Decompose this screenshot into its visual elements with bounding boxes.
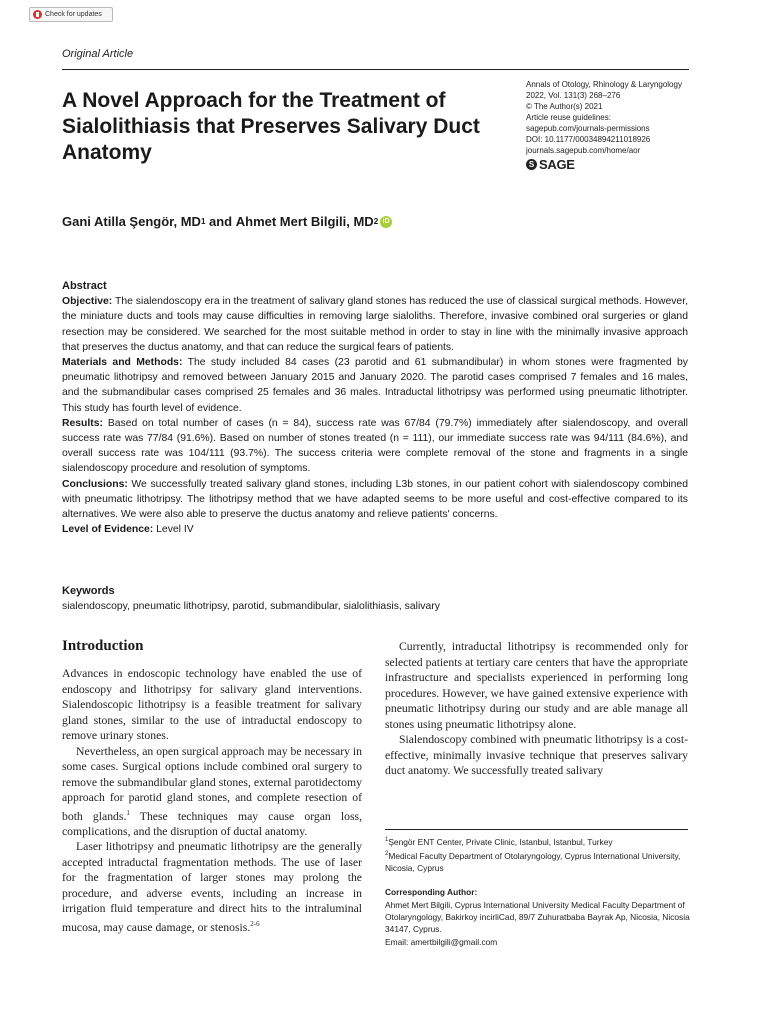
copyright: © The Author(s) 2021 [526, 102, 603, 111]
author-1: Gani Atilla Şengör, MD [62, 214, 201, 229]
right-column [385, 639, 688, 779]
intro-paragraph-3 [62, 839, 362, 935]
publisher-name: SAGE [539, 157, 575, 172]
author-line [62, 214, 392, 229]
doi-link[interactable]: DOI: 10.1177/00034894211018926 [526, 135, 651, 144]
intro-paragraph-4: Currently, intraductal lithotripsy is recommended only for selected patients at tertiary care centers that have the appropriate infrastructure and specialists experienced in performing long procedures. However, we have gained extensive experience with pneumatic lithotripsy during our study and are able manage all stones using pneumatic lithotripsy alone. [385, 640, 688, 731]
abstract-conclusions [62, 477, 688, 523]
check-for-updates-label: Check for updates [45, 11, 102, 18]
p2-end-text: These techniques may cause organ loss, complications, and the disruption of ductal anatomy. [62, 809, 363, 838]
reuse-label: Article reuse guidelines: [526, 113, 611, 122]
abstract-level-of-evidence [62, 522, 688, 537]
affiliation-1 [385, 834, 690, 848]
loe-text: Level IV [153, 524, 194, 536]
intro-paragraph-2 [62, 744, 362, 840]
conclusions-label: Conclusions: [62, 478, 128, 490]
update-icon [33, 10, 42, 19]
introduction-heading: Introduction [62, 638, 144, 654]
objective-text: The sialendoscopy era in the treatment of salivary gland stones has reduced the use of classical surgical methods. However, the miniature ducts and tools may cause difficulties in removing large sialoliths. Therefore, invasive combined oral surgeries or gland resection may be considered. We searched for the most suitable method in order to stay in line with the minimally invasive approach that preserves the ductus anatomy, and that can reduce the surgical fears of patients. [62, 296, 688, 353]
keywords [62, 584, 688, 614]
author-1-affiliation: 1 [200, 217, 206, 226]
header-rule [62, 69, 689, 70]
orcid-icon[interactable]: iD [380, 216, 392, 228]
abstract-methods [62, 355, 688, 416]
loe-label: Level of Evidence: [62, 524, 154, 536]
reuse-link[interactable]: sagepub.com/journals-permissions [526, 124, 650, 133]
affiliation-2-marker: 2 [385, 851, 389, 858]
citation-ref[interactable]: 2-6 [250, 919, 260, 928]
sage-logo-icon: S [526, 159, 537, 170]
abstract-results [62, 416, 688, 477]
journal-volume: 2022, Vol. 131(3) 268–276 [526, 91, 621, 100]
p3-text: Laser lithotripsy and pneumatic lithotripsy are the generally accepted intraductal fragmentation methods. The use of laser for the fragmentation of larger stones may prolong the procedure, and adverse events, including an increase in irrigation fluid temperature and direct hits to the intraluminal mucosa, may cause damage, or stenosis. [62, 840, 362, 934]
abstract-heading: Abstract [62, 280, 107, 292]
intro-paragraph-5: Sialendoscopy combined with pneumatic lithotripsy is a cost-effective, minimally invasive technique that preserves salivary duct anatomy. We successfully treated salivary [385, 733, 688, 777]
corresponding-author-heading: Corresponding Author: [385, 887, 478, 898]
check-for-updates-badge[interactable] [29, 7, 113, 22]
methods-label: Materials and Methods: [62, 357, 183, 369]
left-column [62, 666, 362, 935]
keywords-list: sialendoscopy, pneumatic lithotripsy, parotid, submandibular, sialolithiasis, salivary [62, 601, 440, 612]
footnote-rule [385, 829, 688, 830]
keywords-heading: Keywords [62, 585, 115, 597]
journal-info [526, 79, 726, 156]
citation-ref[interactable]: 1 [126, 808, 130, 817]
article-title: A Novel Approach for the Treatment of Sialolithiasis that Preserves Salivary Duct Anatomy [62, 89, 480, 164]
abstract-objective [62, 294, 688, 355]
affiliation-1-text: Şengör ENT Center, Private Clinic, Istanbul, Istanbul, Turkey [388, 836, 613, 847]
author-2: Ahmet Mert Bilgili, MD [235, 214, 374, 229]
affiliation-1-marker: 1 [385, 837, 389, 843]
affiliation-2 [385, 848, 690, 874]
intro-paragraph-1: Advances in endoscopic technology have enabled the use of endoscopy and lithotripsy for salivary gland interventions. Sialendoscopic lithotripsy is a feasible treatment for salivary gland stones, similar to the use of intraductal endoscopy to remove urinary stones. [62, 667, 362, 742]
corresponding-author-email[interactable]: Email: amertbilgili@gmail.com [385, 936, 498, 947]
results-label: Results: [62, 417, 103, 429]
journal-home-link[interactable]: journals.sagepub.com/home/aor [526, 146, 641, 155]
author-conjunction: and [205, 214, 236, 229]
article-type: Original Article [62, 48, 134, 60]
abstract [62, 279, 688, 537]
results-text: Based on total number of cases (n = 84), success rate was 67/84 (79.7%) immediately after sialendoscopy, and overall success rate was 77/84 (91.6%). Based on number of stones treated (n = 111), our immediate success rate was 94/111 (84.6%), and overall success rate was 104/111 (93.7%). The success criteria were complete removal of the stone and fragments in a single sialendoscopy procedure and resolution of symptoms. [62, 417, 688, 475]
author-2-affiliation: 2 [373, 217, 379, 226]
affiliation-2-text: Medical Faculty Department of Otolaryngology, Cyprus International University, Nicosia, Cyprus [385, 850, 681, 874]
publisher-logo [526, 157, 575, 172]
corresponding-author-details: Ahmet Mert Bilgili, Cyprus International University Medical Faculty Department of Otolaryngology, Bakirkoy incirliCad, 89/7 Zuhuratbaba Bayrak Ap, Nicosia, Nicosia 34147, Cyprus. [385, 899, 690, 935]
objective-label: Objective: [62, 296, 113, 308]
footnotes [385, 834, 690, 948]
p2-text: Nevertheless, an open surgical approach may be necessary in some cases. Surgical options include combined oral surgery to remove the submandibular gland stones, external parotidectomy approach for parotid gland stones, and complete resection of both glands. [62, 744, 362, 823]
methods-text: The study included 84 cases (23 parotid and 61 submandibular) in whom stones were fragmented by pneumatic lithotripsy and removed between January 2015 and January 2020. The parotid cases comprised 7 females and 16 males, and the submandibular cases comprised 25 females and 36 males. Intraductal lithotripsy was performed using pneumatic lithotripter. This study has fourth level of evidence. [62, 357, 688, 414]
conclusions-text: We successfully treated salivary gland stones, including L3b stones, in our patient cohort with sialendoscopy combined with pneumatic lithotripsy. The lithotripsy method that we have adapted seems to be more useful and cost-effective compared to its alternatives. We were also able to preserve the ductus anatomy and relieve patients' concerns. [62, 478, 688, 521]
journal-name: Annals of Otology, Rhinology & Laryngology [526, 80, 682, 89]
